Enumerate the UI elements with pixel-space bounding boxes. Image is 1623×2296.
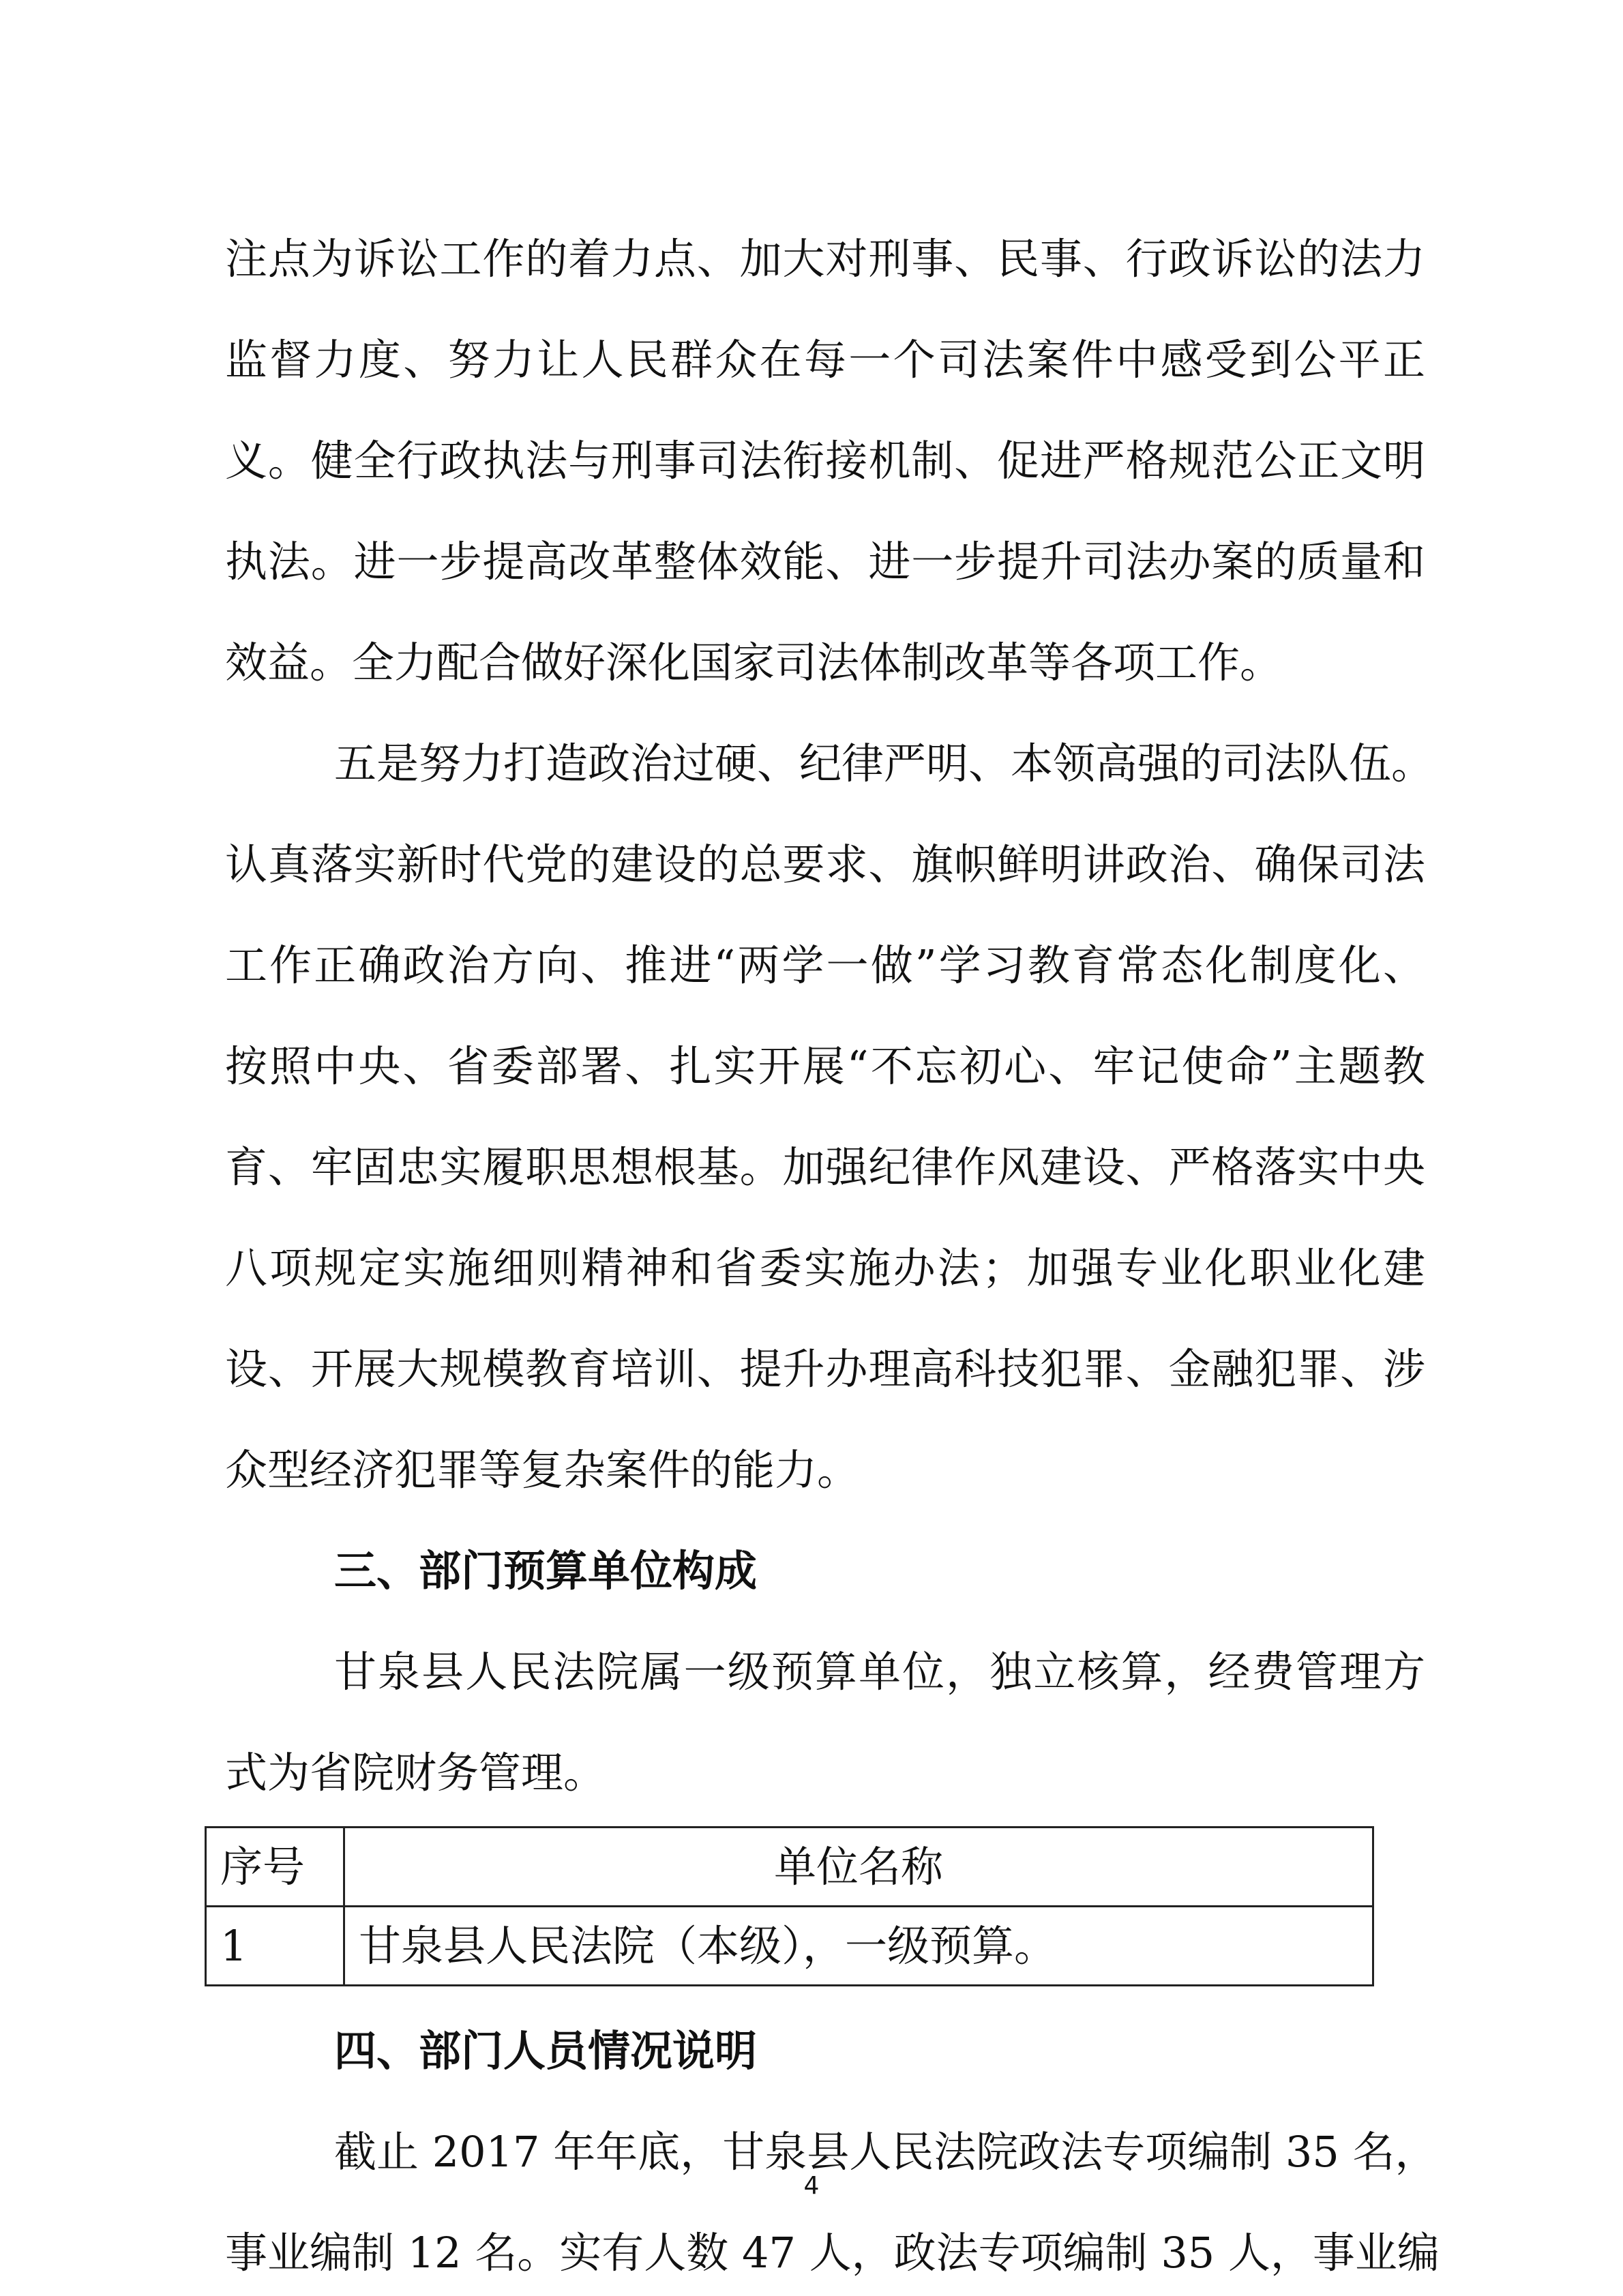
paragraph-line: 八项规定实施细则精神和省委实施办法；加强专业化职业化建	[225, 1243, 1425, 1293]
paragraph-line: 认真落实新时代党的建设的总要求、旗帜鲜明讲政治、确保司法	[225, 839, 1425, 889]
paragraph-line: 注点为诉讼工作的着力点、加大对刑事、民事、行政诉讼的法力	[225, 234, 1425, 284]
budget-unit-table	[205, 1826, 1374, 1986]
paragraph-line: 执法。进一步提高改革整体效能、进一步提升司法办案的质量和	[225, 537, 1425, 586]
paragraph-line: 育、牢固忠实履职思想根基。加强纪律作风建设、严格落实中央	[225, 1142, 1425, 1192]
paragraph-line: 五是努力打造政治过硬、纪律严明、本领高强的司法队伍。	[334, 739, 1434, 788]
page-number: 4	[803, 2172, 820, 2200]
paragraph-line: 工作正确政治方向、推进“两学一做”学习教育常态化制度化、	[225, 940, 1425, 990]
table-header-cell: 序号	[206, 1828, 344, 1907]
table-header-row	[206, 1828, 1373, 1907]
paragraph-line: 监督力度、努力让人民群众在每一个司法案件中感受到公平正	[225, 335, 1425, 385]
paragraph-line: 按照中央、省委部署、扎实开展“不忘初心、牢记使命”主题教	[225, 1041, 1425, 1091]
paragraph-line: 众型经济犯罪等复杂案件的能力。	[225, 1445, 860, 1495]
table-cell: 甘泉县人民法院（本级），一级预算。	[344, 1907, 1373, 1986]
section-heading: 三、部门预算单位构成	[334, 1546, 758, 1596]
paragraph-line: 截止 2017 年年底，甘泉县人民法院政法专项编制 35 名，	[334, 2127, 1438, 2177]
table-row	[206, 1907, 1373, 1986]
paragraph-line: 义。健全行政执法与刑事司法衔接机制、促进严格规范公正文明	[225, 436, 1425, 486]
table-header-cell: 单位名称	[344, 1828, 1373, 1907]
paragraph-line: 设、开展大规模教育培训、提升办理高科技犯罪、金融犯罪、涉	[225, 1344, 1425, 1394]
paragraph-line: 效益。全力配合做好深化国家司法体制改革等各项工作。	[225, 638, 1283, 687]
paragraph-line: 式为省院财务管理。	[225, 1748, 606, 1798]
paragraph-line: 事业编制 12 名。实有人数 47 人，政法专项编制 35 人，事业编	[225, 2228, 1440, 2278]
paragraph-line: 甘泉县人民法院属一级预算单位，独立核算，经费管理方	[334, 1647, 1425, 1697]
table-cell: 1	[206, 1907, 344, 1986]
section-heading: 四、部门人员情况说明	[334, 2026, 758, 2076]
